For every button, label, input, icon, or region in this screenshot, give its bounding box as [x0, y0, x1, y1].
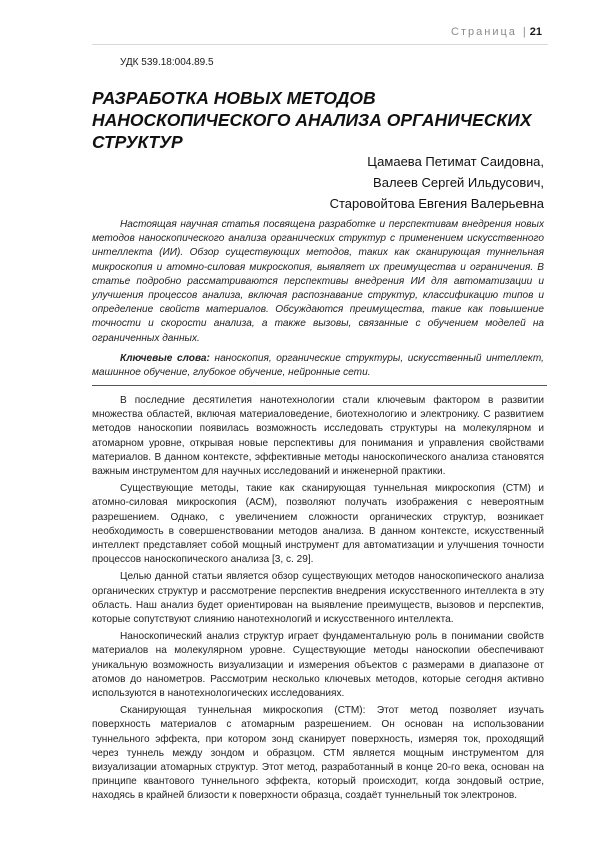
body-paragraph: В последние десятилетия нанотехнологии стали ключевым фактором в развитии множества областей, включая материаловедение, биотехнологию и электронику. С развитием методов наноскопии появилась возможность исследовать структуры на молекулярном и атомарном уровне, открывая новые перспективы для понимания и управления свойствами материалов. В данном контексте, эффективные методы наноскопического анализа становятся важным инструментом для научных исследований и инженерной практики. [92, 395, 544, 478]
article-body [92, 394, 544, 807]
article-title: РАЗРАБОТКА НОВЫХ МЕТОДОВ НАНОСКОПИЧЕСКОГО АНАЛИЗА ОРГАНИЧЕСКИХ СТРУКТУР [92, 88, 532, 152]
keywords-divider [92, 385, 547, 386]
body-paragraph: Целью данной статьи является обзор существующих методов наноскопического анализа органических структур и рассмотрение перспектив внедрения искусственного интеллекта в эту область. Наш анализ будет ориентирован на выявление преимуществ, вызовов и перспектив, которые сопутствуют слиянию нанотехнологий и искусственного интеллекта. [92, 571, 544, 626]
author-list [224, 151, 544, 214]
body-paragraph: Существующие методы, такие как сканирующая туннельная микроскопия (СТМ) и атомно-силовая микроскопия (АСМ), позволяют получать изображения с невероятным разрешением. Однако, с увеличением сложности органических структур, возникает необходимость в совершенствовании методов анализа. В данном контексте, искусственный интеллект представляет собой мощный инструмент для автоматизации и улучшения точности процессов наноскопического анализа [3, с. 29]. [92, 483, 544, 566]
keywords-text: наноскопия, органические структуры, искусственный интеллект, машинное обучение, глубокое обучение, нейронные сети. [92, 353, 544, 379]
author-name: Старовойтова Евгения Валерьевна [329, 196, 544, 211]
page-number: 21 [529, 26, 542, 38]
udk-code: УДК 539.18:004.89.5 [120, 57, 214, 68]
keywords-label: Ключевые слова: [120, 353, 210, 364]
author-name: Валеев Сергей Ильдусович, [373, 175, 544, 190]
page-header [451, 26, 542, 38]
keywords-block [92, 352, 544, 380]
header-separator: | [522, 26, 526, 38]
abstract: Настоящая научная статья посвящена разработке и перспективам внедрения новых методов наноскопического анализа органических структур с применением искусственного интеллекта (ИИ). Обзор существующих методов, таких как сканирующая туннельная микроскопия и атомно-силовая микроскопия, выявляет их преимущества и ограничения. В статье подробно рассматриваются перспективы внедрения ИИ для автоматизации и улучшения процессов анализа, включая распознавание структур, классификацию типов и определение свойств материалов. Обсуждаются преимущества, такие как повышение точности и скорости анализа, а также вызовы, связанные с обучением моделей на ограниченных данных. [92, 219, 544, 344]
body-paragraph: Сканирующая туннельная микроскопия (СТМ): Этот метод позволяет изучать поверхность материалов с атомарным разрешением. Он основан на использовании туннельного эффекта, при котором зонд сканирует поверхность, измеряя ток, проходящий через туннель между зондом и образцом. СТМ является мощным инструментом для визуализации атомарных структур. Этот метод, разработанный в конце 20-го века, основан на принципе квантового туннельного эффекта, который происходит, когда зондовый острие, находясь в крайней близости к поверхности образца, создаёт туннельный ток электронов. [92, 705, 544, 802]
header-divider [92, 44, 548, 45]
body-paragraph: Наноскопический анализ структур играет фундаментальную роль в понимании свойств материалов на молекулярном уровне. Существующие методы наноскопии обеспечивают уникальную возможность визуализации и измерения объектов с размерами в диапазоне от атомов до нанометров. Рассмотрим несколько ключевых методов, которые сегодня активно используются в нанотехнологических исследованиях. [92, 631, 544, 700]
author-name: Цамаева Петимат Саидовна, [367, 154, 544, 169]
page-label: Страница [451, 26, 517, 38]
